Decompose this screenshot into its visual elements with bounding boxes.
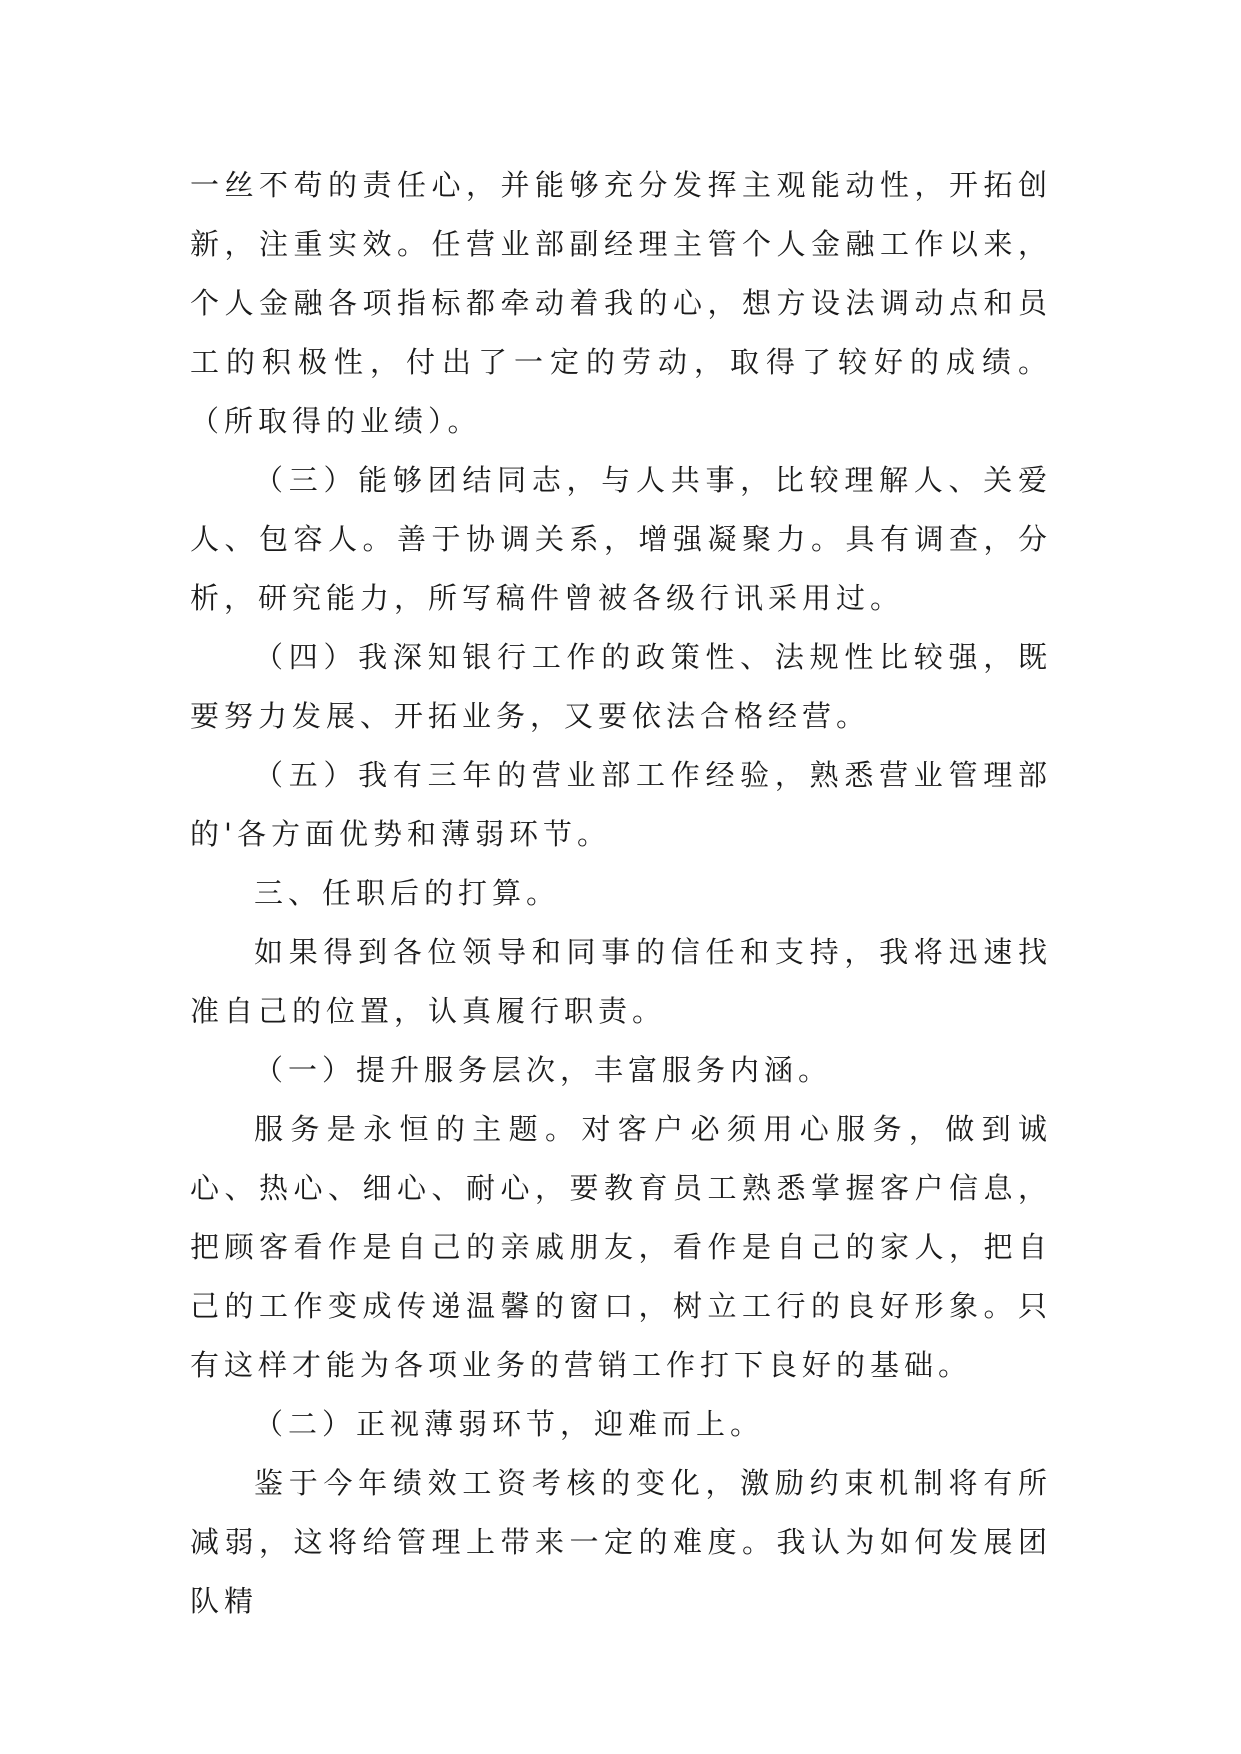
paragraph-plans-intro: 如果得到各位领导和同事的信任和支持，我将迅速找准自己的位置，认真履行职责。 — [190, 935, 1052, 1028]
paragraph-performance: 鉴于今年绩效工资考核的变化，激励约束机制将有所减弱，这将给管理上带来一定的难度。我认为如何发展团队精 — [190, 1466, 1052, 1618]
paragraph-point-four: （四）我深知银行工作的政策性、法规性比较强，既要努力发展、开拓业务，又要依法合格经营。 — [190, 640, 1052, 733]
paragraph-point-three: （三）能够团结同志，与人共事，比较理解人、关爱人、包容人。善于协调关系，增强凝聚力。具有调查，分析，研究能力，所写稿件曾被各级行讯采用过。 — [190, 463, 1052, 615]
section-heading-plans: 三、任职后的打算。 — [254, 876, 561, 910]
document-body — [190, 156, 1052, 1631]
paragraph-point-five: （五）我有三年的营业部工作经验，熟悉营业管理部的'各方面优势和薄弱环节。 — [190, 758, 1052, 851]
subheading-improve-service: （一）提升服务层次，丰富服务内涵。 — [254, 1053, 833, 1087]
paragraph-service: 服务是永恒的主题。对客户必须用心服务，做到诚心、热心、细心、耐心，要教育员工熟悉掌握客户信息，把顾客看作是自己的亲戚朋友，看作是自己的家人，把自己的工作变成传递温馨的窗口，树立工行的良好形象。只有这样才能为各项业务的营销工作打下良好的基础。 — [190, 1112, 1052, 1382]
paragraph-continued-responsibility: 一丝不苟的责任心，并能够充分发挥主观能动性，开拓创新，注重实效。任营业部副经理主管个人金融工作以来，个人金融各项指标都牵动着我的心，想方设法调动点和员工的积极性，付出了一定的劳动，取得了较好的成绩。（所取得的业绩）。 — [190, 168, 1052, 438]
subheading-weak-links: （二）正视薄弱环节，迎难而上。 — [254, 1407, 765, 1441]
